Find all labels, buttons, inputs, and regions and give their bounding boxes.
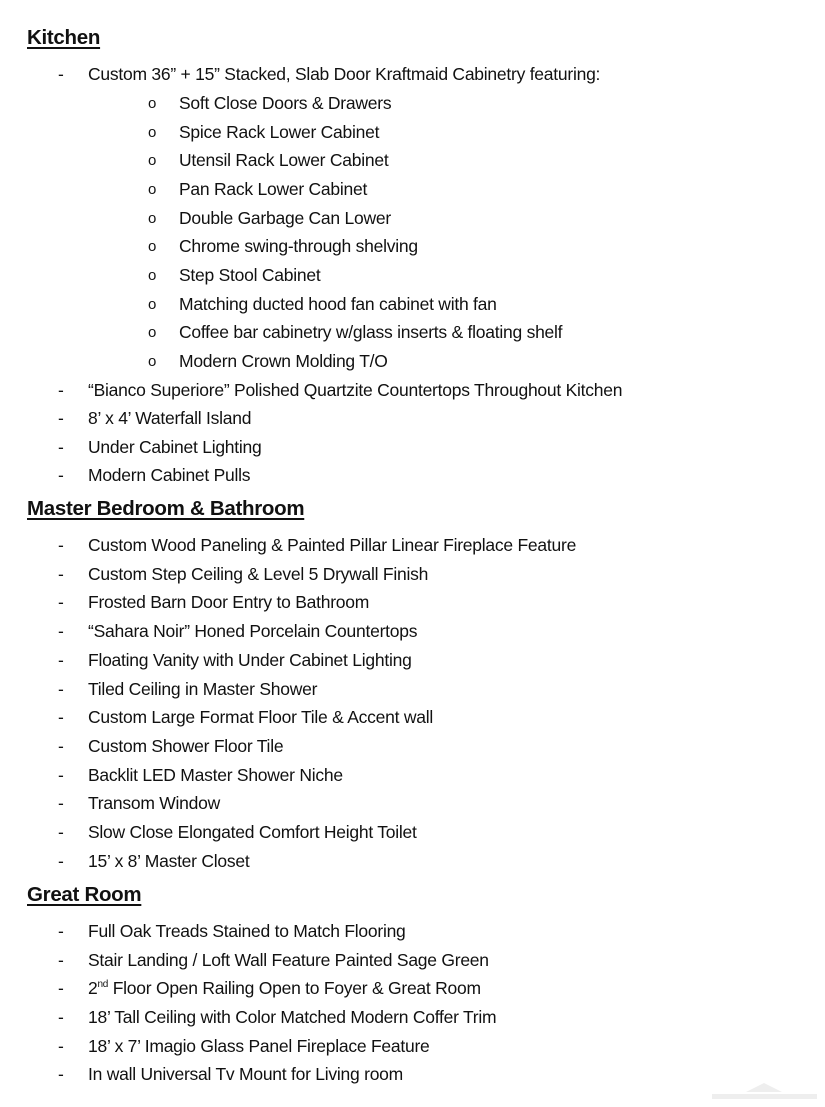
sub-list-item-text: Spice Rack Lower Cabinet	[179, 122, 380, 142]
circle-bullet: o	[148, 152, 157, 169]
list-item-text: Frosted Barn Door Entry to Bathroom	[88, 592, 370, 612]
house-logo-watermark-icon	[712, 1083, 817, 1101]
dash-bullet: -	[58, 621, 64, 641]
sub-list-item-text: Pan Rack Lower Cabinet	[179, 179, 368, 199]
dash-bullet: -	[58, 64, 64, 84]
circle-bullet: o	[148, 238, 157, 255]
list-item-text: 8’ x 4’ Waterfall Island	[88, 408, 252, 428]
list-item-text: Tiled Ceiling in Master Shower	[88, 679, 318, 699]
dash-bullet: -	[58, 465, 64, 485]
circle-bullet: o	[148, 267, 157, 284]
list-item-text: Custom Wood Paneling & Painted Pillar Linear Fireplace Feature	[88, 535, 577, 555]
list-item-text: 18’ x 7’ Imagio Glass Panel Fireplace Feature	[88, 1036, 430, 1056]
dash-bullet: -	[58, 437, 64, 457]
list-item-text: Floor Open Railing Open to Foyer & Great Room	[112, 978, 481, 998]
circle-bullet: o	[148, 353, 157, 370]
section-heading-master-bedroom-bathroom: Master Bedroom & Bathroom	[27, 497, 305, 520]
list-item-text: Slow Close Elongated Comfort Height Toilet	[88, 822, 417, 842]
dash-bullet: -	[58, 592, 64, 612]
sub-list-item-text: Double Garbage Can Lower	[179, 208, 391, 228]
dash-bullet: -	[58, 978, 64, 998]
section-heading-great-room: Great Room	[27, 883, 142, 906]
list-item-text: Under Cabinet Lighting	[88, 437, 262, 457]
circle-bullet: o	[148, 324, 157, 341]
sub-list-item-text: Utensil Rack Lower Cabinet	[179, 150, 389, 170]
list-item-text: Stair Landing / Loft Wall Feature Painted Sage Green	[88, 950, 489, 970]
list-item-text: 18’ Tall Ceiling with Color Matched Modern Coffer Trim	[88, 1007, 497, 1027]
sub-list-item-text: Soft Close Doors & Drawers	[179, 93, 392, 113]
list-item-text: Full Oak Treads Stained to Match Flooring	[88, 921, 406, 941]
section-heading-kitchen: Kitchen	[27, 26, 101, 49]
list-item-text: In wall Universal Tv Mount for Living room	[88, 1064, 403, 1084]
sub-list-item-text: Matching ducted hood fan cabinet with fan	[179, 294, 497, 314]
dash-bullet: -	[58, 679, 64, 699]
list-item-text: “Bianco Superiore” Polished Quartzite Countertops Throughout Kitchen	[88, 380, 623, 400]
dash-bullet: -	[58, 707, 64, 727]
list-item-text: Custom Large Format Floor Tile & Accent wall	[88, 707, 433, 727]
sub-list-item-text: Chrome swing-through shelving	[179, 236, 418, 256]
circle-bullet: o	[148, 296, 157, 313]
dash-bullet: -	[58, 1036, 64, 1056]
sub-list-item-text: Coffee bar cabinetry w/glass inserts & floating shelf	[179, 322, 563, 342]
dash-bullet: -	[58, 921, 64, 941]
circle-bullet: o	[148, 124, 157, 141]
ordinal-number: 2	[88, 978, 98, 998]
dash-bullet: -	[58, 1064, 64, 1084]
circle-bullet: o	[148, 95, 157, 112]
circle-bullet: o	[148, 210, 157, 227]
dash-bullet: -	[58, 408, 64, 428]
sub-list-item-text: Modern Crown Molding T/O	[179, 351, 388, 371]
dash-bullet: -	[58, 950, 64, 970]
list-item-text: Custom Step Ceiling & Level 5 Drywall Finish	[88, 564, 429, 584]
dash-bullet: -	[58, 765, 64, 785]
dash-bullet: -	[58, 564, 64, 584]
list-item-text: Custom 36” + 15” Stacked, Slab Door Kraftmaid Cabinetry featuring:	[88, 64, 601, 84]
list-item-text-with-ordinal	[88, 975, 481, 1001]
dash-bullet: -	[58, 822, 64, 842]
circle-bullet: o	[148, 181, 157, 198]
ordinal-suffix: nd	[97, 979, 109, 991]
dash-bullet: -	[58, 793, 64, 813]
dash-bullet: -	[58, 380, 64, 400]
dash-bullet: -	[58, 535, 64, 555]
dash-bullet: -	[58, 650, 64, 670]
dash-bullet: -	[58, 736, 64, 756]
list-item-text: Floating Vanity with Under Cabinet Lighting	[88, 650, 412, 670]
list-item-text: Custom Shower Floor Tile	[88, 736, 284, 756]
list-item-text: Backlit LED Master Shower Niche	[88, 765, 343, 785]
dash-bullet: -	[58, 851, 64, 871]
list-item-text: Modern Cabinet Pulls	[88, 465, 251, 485]
list-item-text: 15’ x 8’ Master Closet	[88, 851, 250, 871]
dash-bullet: -	[58, 1007, 64, 1027]
sub-list-item-text: Step Stool Cabinet	[179, 265, 321, 285]
list-item-text: Transom Window	[88, 793, 220, 813]
list-item-text: “Sahara Noir” Honed Porcelain Countertops	[88, 621, 418, 641]
